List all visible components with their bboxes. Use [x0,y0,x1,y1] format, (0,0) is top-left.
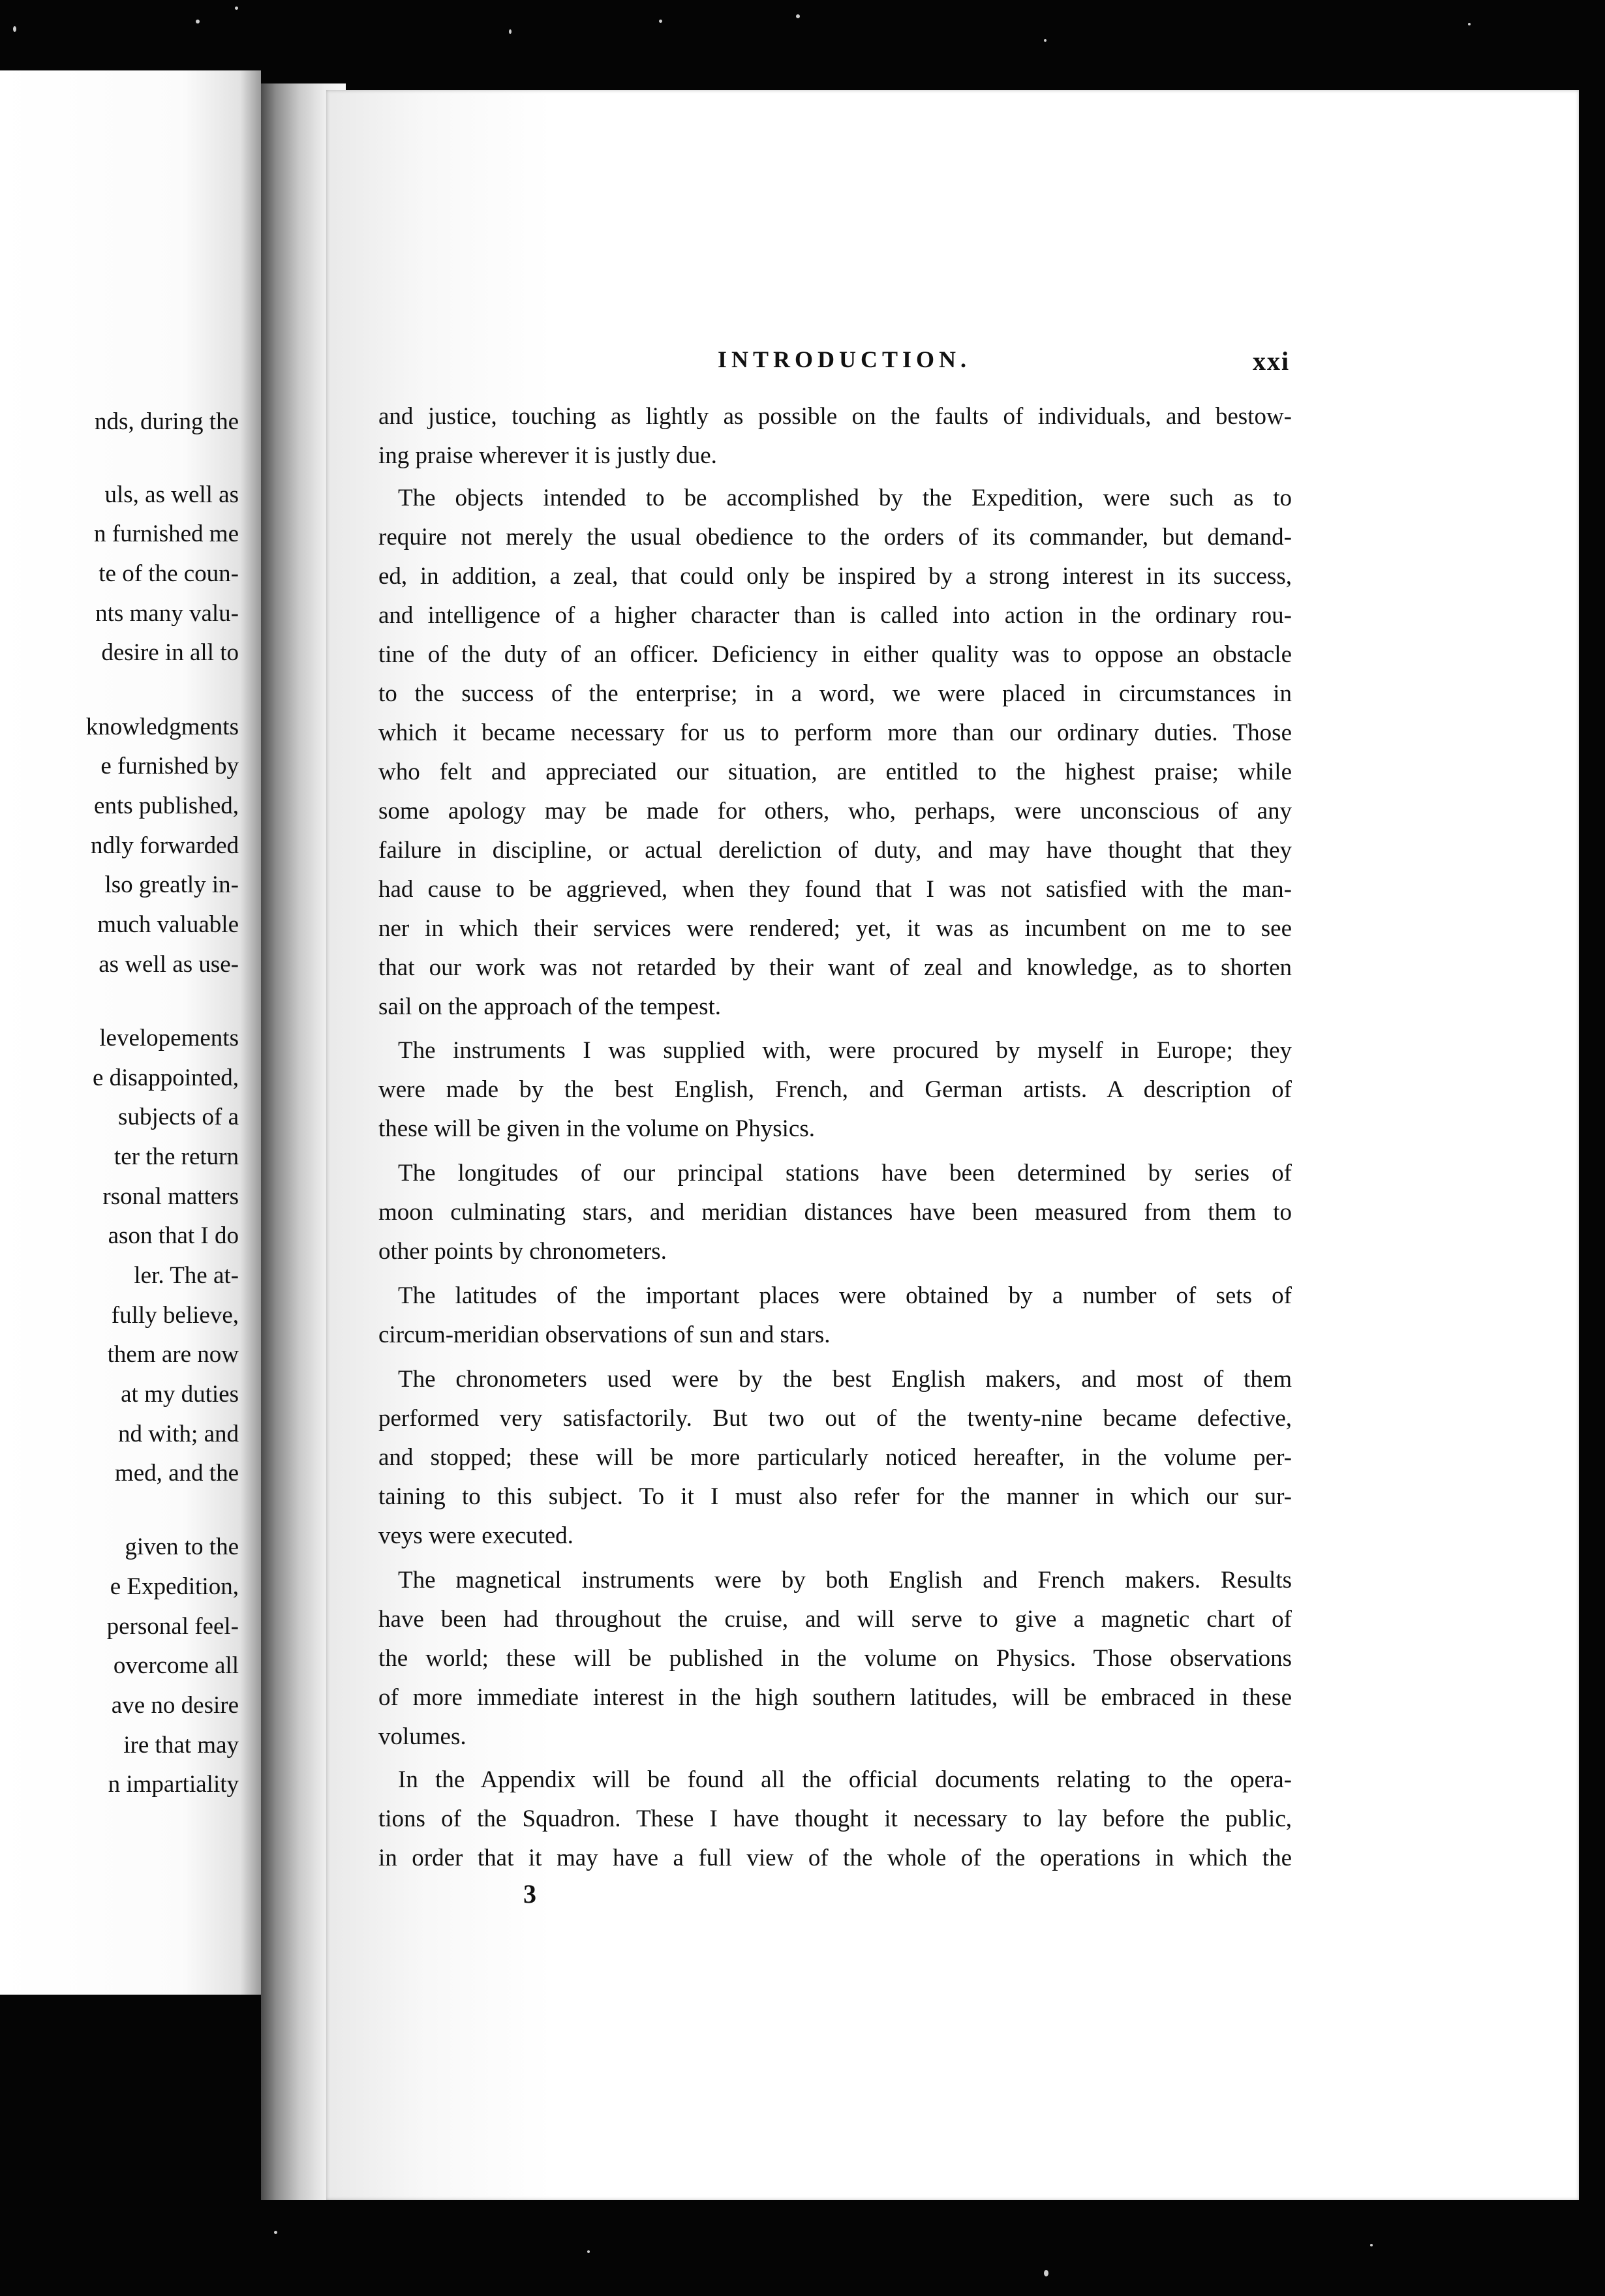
text-line: and intelligence of a higher character than is called into action in the ordinary rou- [378,602,1292,629]
page-number: xxi [1253,346,1291,376]
text-line: the world; these will be published in the volume on Physics. Those observations [378,1645,1292,1672]
text-line: have been had throughout the cruise, and will serve to give a magnetic chart of [378,1606,1292,1633]
text-line: to the success of the enterprise; in a word, we were placed in circumstances in [378,680,1292,707]
left-page-line: desire in all to [101,639,239,666]
text-line: moon culminating stars, and meridian distances have been measured from them to [378,1199,1292,1226]
running-title: INTRODUCTION. [718,346,971,372]
left-page-line: n furnished me [94,521,239,547]
dust-speck [196,20,200,23]
text-line: of more immediate interest in the high southern latitudes, will be embraced in these [378,1684,1292,1711]
text-line: circum-meridian observations of sun and stars. [378,1322,831,1348]
text-line: taining to this subject. To it I must also refer for the manner in which our sur- [378,1483,1292,1510]
left-page-line: e Expedition, [110,1573,239,1600]
text-line: some apology may be made for others, who, perhaps, were unconscious of any [378,798,1292,824]
dust-speck [1468,23,1471,25]
text-line: who felt and appreciated our situation, are entitled to the highest praise; while [378,759,1292,785]
left-page-line: levelopements [99,1025,239,1051]
text-line: volumes. [378,1723,466,1750]
text-line: other points by chronometers. [378,1238,667,1265]
text-line: these will be given in the volume on Physics. [378,1115,815,1142]
text-line: in order that it may have a full view of the whole of the operations in which the [378,1845,1292,1871]
left-page-line: much valuable [97,911,239,938]
text-line: ed, in addition, a zeal, that could only be inspired by a strong interest in its success, [378,563,1292,590]
left-page-line: e furnished by [100,753,239,779]
dust-speck [587,2250,590,2253]
text-line: The instruments I was supplied with, were procured by myself in Europe; they [398,1037,1292,1064]
left-page-line: nds, during the [95,408,239,435]
dust-speck [509,29,512,34]
text-line: failure in discipline, or actual dereliction of duty, and may have thought that they [378,837,1292,864]
text-line: tions of the Squadron. These I have thought it necessary to lay before the public, [378,1805,1292,1832]
left-page-line: subjects of a [118,1104,239,1130]
text-line: The longitudes of our principal stations have been determined by series of [398,1160,1292,1186]
left-page-line: n impartiality [108,1771,239,1798]
text-line: performed very satisfactorily. But two out of the twenty-nine became defective, [378,1405,1292,1432]
text-line: The chronometers used were by the best English makers, and most of them [398,1366,1292,1393]
left-page-line: them are now [107,1341,239,1368]
text-line: which it became necessary for us to perform more than our ordinary duties. Those [378,719,1292,746]
text-line: that our work was not retarded by their want of zeal and knowledge, as to shorten [378,954,1292,981]
left-page-line: given to the [125,1533,239,1560]
left-page-line: nts many valu- [95,600,239,627]
text-line: tine of the duty of an officer. Deficiency in either quality was to oppose an obstacle [378,641,1292,668]
dust-speck [235,7,238,10]
left-page-line: e disappointed, [92,1065,239,1091]
dust-speck [13,26,16,32]
text-line: sail on the approach of the tempest. [378,993,722,1020]
text-line: The latitudes of the important places were obtained by a number of sets of [398,1282,1292,1309]
text-line: and justice, touching as lightly as possible on the faults of individuals, and bestow- [378,403,1292,430]
text-line: ing praise wherever it is justly due. [378,442,717,469]
left-page-line: ter the return [114,1143,239,1170]
text-line: In the Appendix will be found all the official documents relating to the opera- [398,1766,1292,1793]
dust-speck [659,20,662,23]
text-line: were made by the best English, French, and German artists. A description of [378,1076,1292,1103]
left-page-line: ire that may [123,1732,239,1759]
text-line: had cause to be aggrieved, when they found that I was not satisfied with the man- [378,876,1292,903]
left-page-line: ents published, [94,793,239,819]
left-page-line: knowledgments [85,714,239,740]
dust-speck [796,14,800,18]
text-line: The objects intended to be accomplished by the Expedition, were such as to [398,485,1292,511]
dust-speck [1044,2270,1048,2276]
left-page-line: uls, as well as [104,481,239,508]
text-line: require not merely the usual obedience to the orders of its commander, but demand- [378,524,1292,551]
left-page-line: te of the coun- [99,560,239,587]
left-page-line: as well as use- [99,951,239,978]
left-page-line: nd with; and [118,1421,239,1447]
left-page-line: fully believe, [111,1302,239,1329]
left-page-line: personal feel- [106,1613,239,1640]
left-page [0,70,261,1995]
text-line: veys were executed. [378,1522,573,1549]
left-page-line: med, and the [114,1460,239,1487]
dust-speck [1370,2244,1373,2246]
left-page-line: ave no desire [111,1692,239,1719]
left-page-line: at my duties [121,1381,239,1408]
text-line: The magnetical instruments were by both English and French makers. Results [398,1567,1292,1594]
text-line: ner in which their services were rendered; yet, it was as incumbent on me to see [378,915,1292,942]
left-page-line: overcome all [113,1652,239,1679]
left-page-line: lso greatly in- [104,871,239,898]
dust-speck [274,2231,277,2234]
left-page-line: ason that I do [108,1222,239,1249]
text-line: and stopped; these will be more particularly noticed hereafter, in the volume per- [378,1444,1292,1471]
left-page-line: ndly forwarded [90,832,239,859]
left-page-line: rsonal matters [102,1183,239,1210]
dust-speck [1044,39,1047,42]
left-page-line: ler. The at- [134,1262,239,1289]
signature-mark: 3 [523,1879,536,1909]
